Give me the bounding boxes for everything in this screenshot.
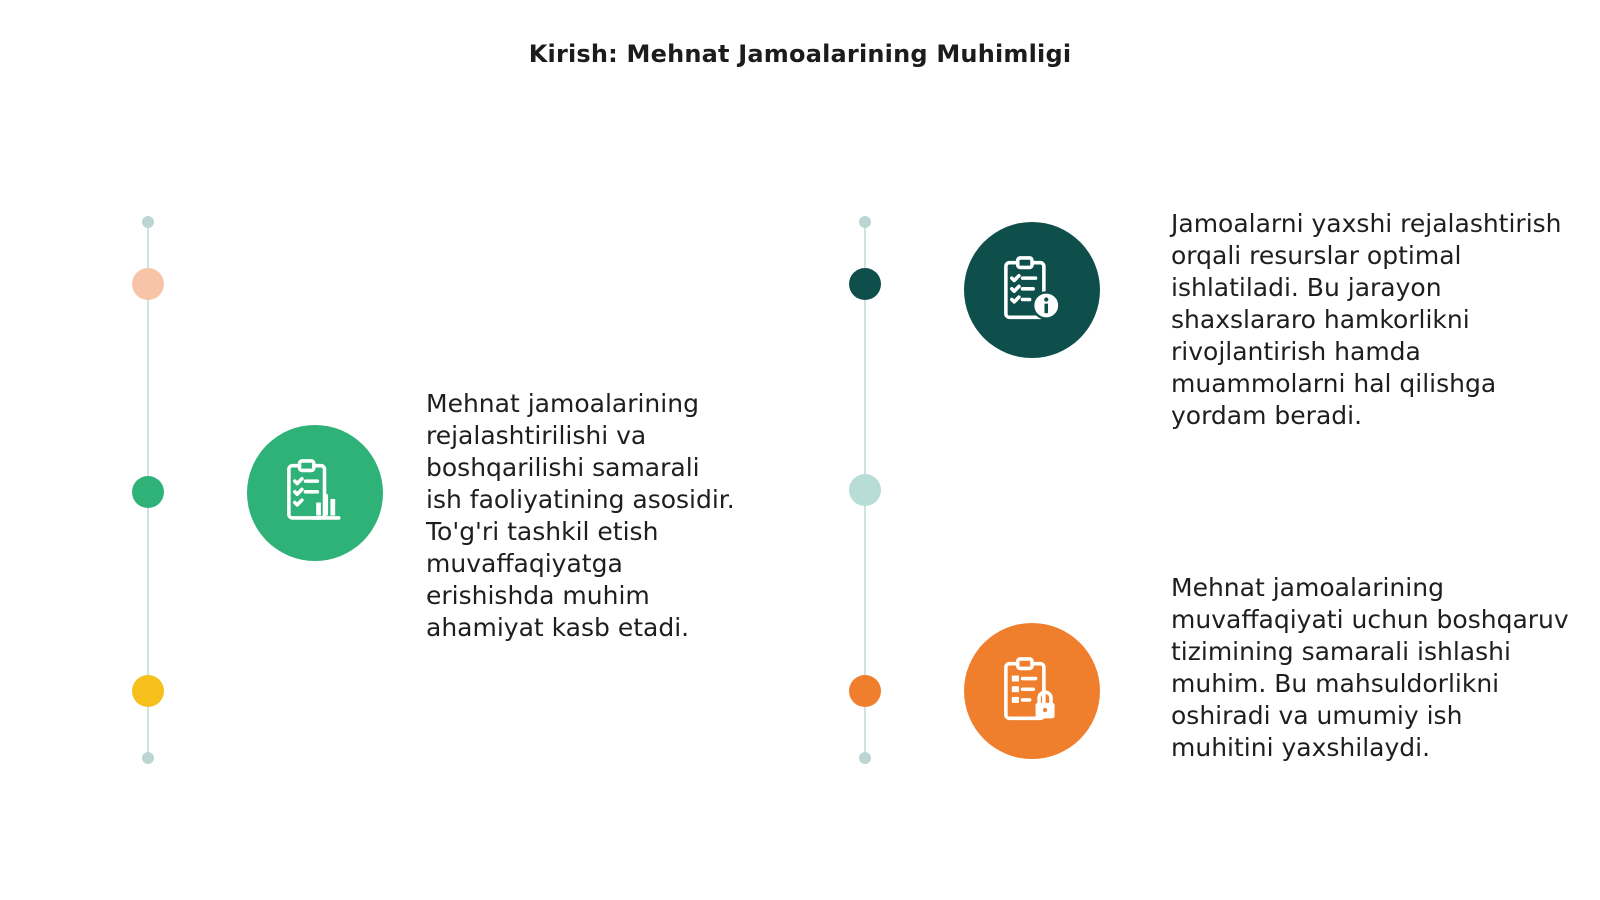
timeline-start-dot: [142, 216, 154, 228]
timeline-end-dot: [142, 752, 154, 764]
timeline-dot-light-teal: [849, 474, 881, 506]
timeline-dot-peach: [132, 268, 164, 300]
page-title: Kirish: Mehnat Jamoalarining Muhimligi: [528, 40, 1072, 68]
timeline-start-dot: [859, 216, 871, 228]
item-1-text: Mehnat jamoalarining rejalashtirilishi va boshqarilishi samarali ish faoliyatining asosidir. To'g'ri tashkil etish muvaffaqiyatga erishishda muhim ahamiyat kasb etadi.: [426, 389, 735, 642]
timeline-dot-orange: [849, 675, 881, 707]
clipboard-lock-circle: [964, 623, 1100, 759]
clipboard-chart-icon: [277, 455, 353, 531]
clipboard-info-icon: [994, 252, 1070, 328]
item-2-text: Jamoalarni yaxshi rejalashtirish orqali resurslar optimal ishlatiladi. Bu jarayon shaxslararo hamkorlikni rivojlantirish hamda muammolarni hal qilishga yordam beradi.: [1171, 209, 1562, 430]
timeline-end-dot: [859, 752, 871, 764]
clipboard-info-circle: [964, 222, 1100, 358]
timeline-dot-green: [132, 476, 164, 508]
timeline-dot-yellow: [132, 675, 164, 707]
clipboard-lock-icon: [994, 653, 1070, 729]
item-3-text: Mehnat jamoalarining muvaffaqiyati uchun boshqaruv tizimining samarali ishlashi muhim. Bu mahsuldorlikni oshiradi va umumiy ish muhitini yaxshilaydi.: [1171, 573, 1569, 762]
clipboard-chart-circle: [247, 425, 383, 561]
timeline-left: [128, 210, 168, 770]
timeline-right: [845, 210, 885, 770]
timeline-dot-dark-teal: [849, 268, 881, 300]
